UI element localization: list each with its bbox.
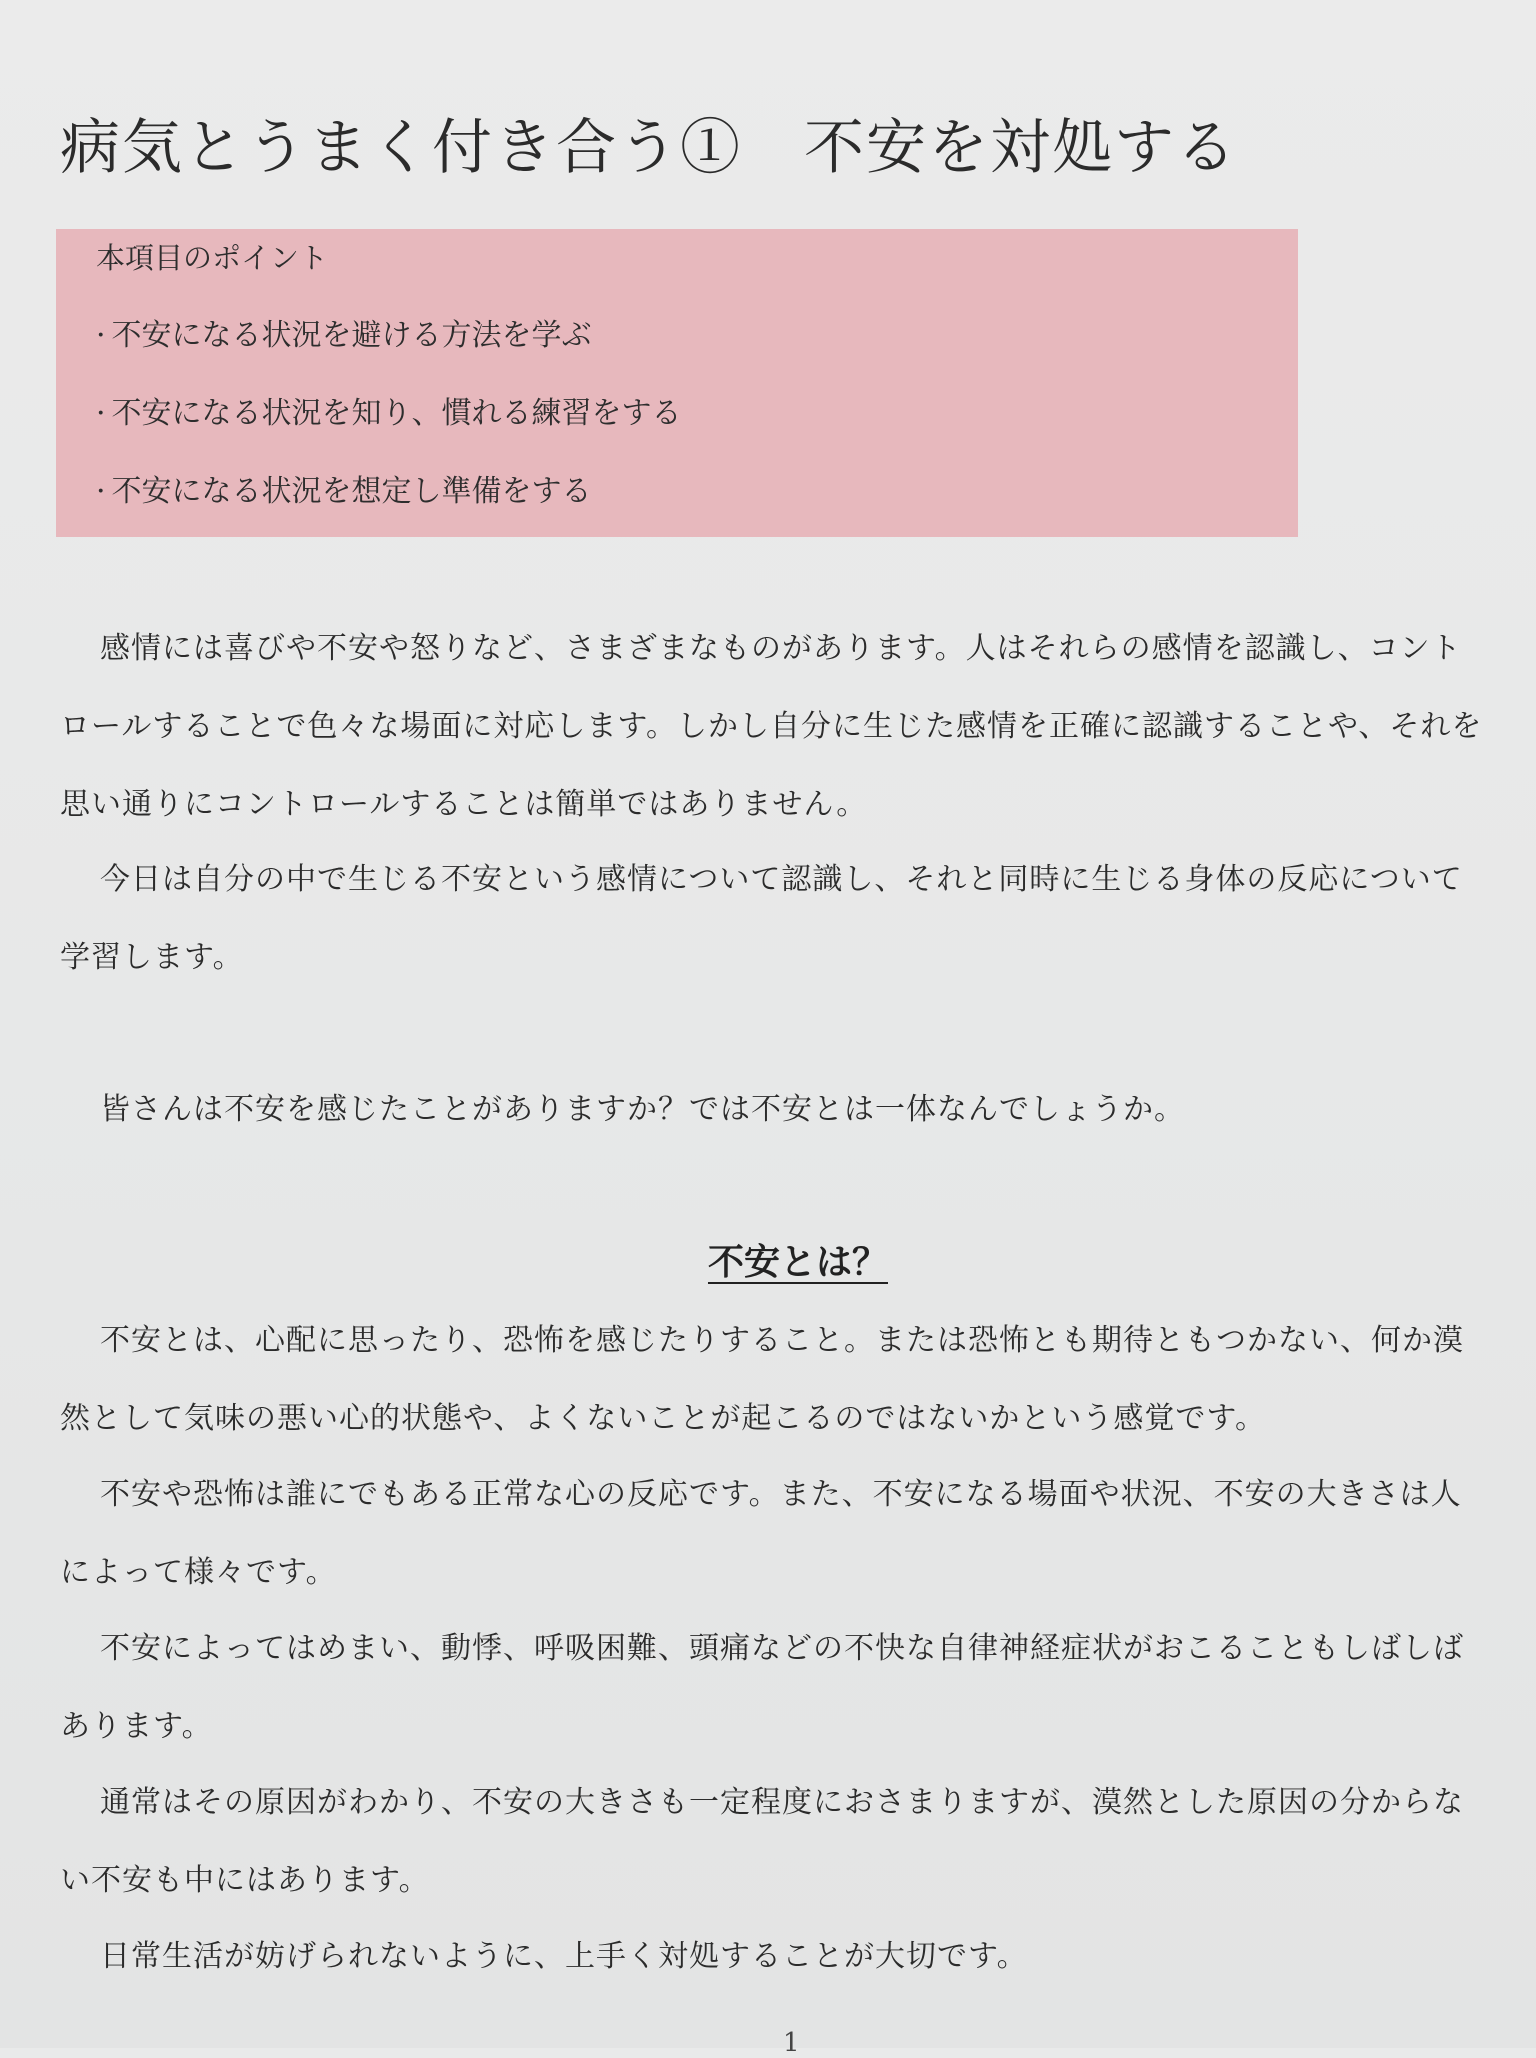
intro-paragraph-2: 今日は自分の中で生じる不安という感情について認識し、それと同時に生じる身体の反応について学習します。	[60, 862, 1463, 975]
section-heading-text: 不安とは？	[707, 1241, 888, 1283]
key-point-text: 不安になる状況を想定し準備をする	[111, 474, 592, 509]
section-paragraph-5: 日常生活が妨げられないように、上手く対処することが大切です。	[100, 1939, 1028, 1974]
page-number: 1	[783, 2028, 800, 2058]
section-paragraph-1: 不安とは、心配に思ったり、恐怖を感じたりすること。または恐怖とも期待ともつかない、何か漠然として気味の悪い心的状態や、よくないことが起こるのではないかという感覚です。	[60, 1323, 1464, 1436]
intro-paragraph-3: 皆さんは不安を感じたことがありますか？では不安とは一体なんでしょうか。	[100, 1092, 1185, 1127]
key-point-item	[96, 397, 1298, 431]
key-point-text: 不安になる状況を避ける方法を学ぶ	[111, 318, 592, 353]
intro-paragraph-1: 感情には喜びや不安や怒りなど、さまざまなものがあります。人はそれらの感情を認識し、コントロールすることで色々な場面に対応します。しかし自分に生じた感情を正確に認識することや、それを思い通りにコントロールすることは簡単ではありません。	[60, 631, 1483, 822]
key-points-list	[96, 319, 1298, 509]
section-paragraph-2: 不安や恐怖は誰にでもある正常な心の反応です。また、不安になる場面や状況、不安の大きさは人によって様々です。	[60, 1477, 1462, 1590]
page-title: 病気とうまく付き合う① 不安を対処する	[60, 113, 1238, 183]
key-point-item	[96, 319, 1298, 353]
key-points-heading: 本項目のポイント	[96, 241, 329, 275]
bullet-dot-icon: ·	[96, 396, 106, 431]
section-paragraph-3: 不安によってはめまい、動悸、呼吸困難、頭痛などの不快な自律神経症状がおこることもしばしばあります。	[60, 1631, 1464, 1744]
section-paragraph-4: 通常はその原因がわかり、不安の大きさも一定程度におさまりますが、漠然とした原因の分からない不安も中にはあります。	[60, 1785, 1464, 1898]
key-points-box	[56, 229, 1298, 537]
key-point-text: 不安になる状況を知り、慣れる練習をする	[111, 396, 682, 431]
key-point-item	[96, 475, 1298, 509]
section-heading	[0, 1234, 1536, 1285]
bullet-dot-icon: ·	[96, 318, 106, 353]
bullet-dot-icon: ·	[96, 474, 106, 509]
